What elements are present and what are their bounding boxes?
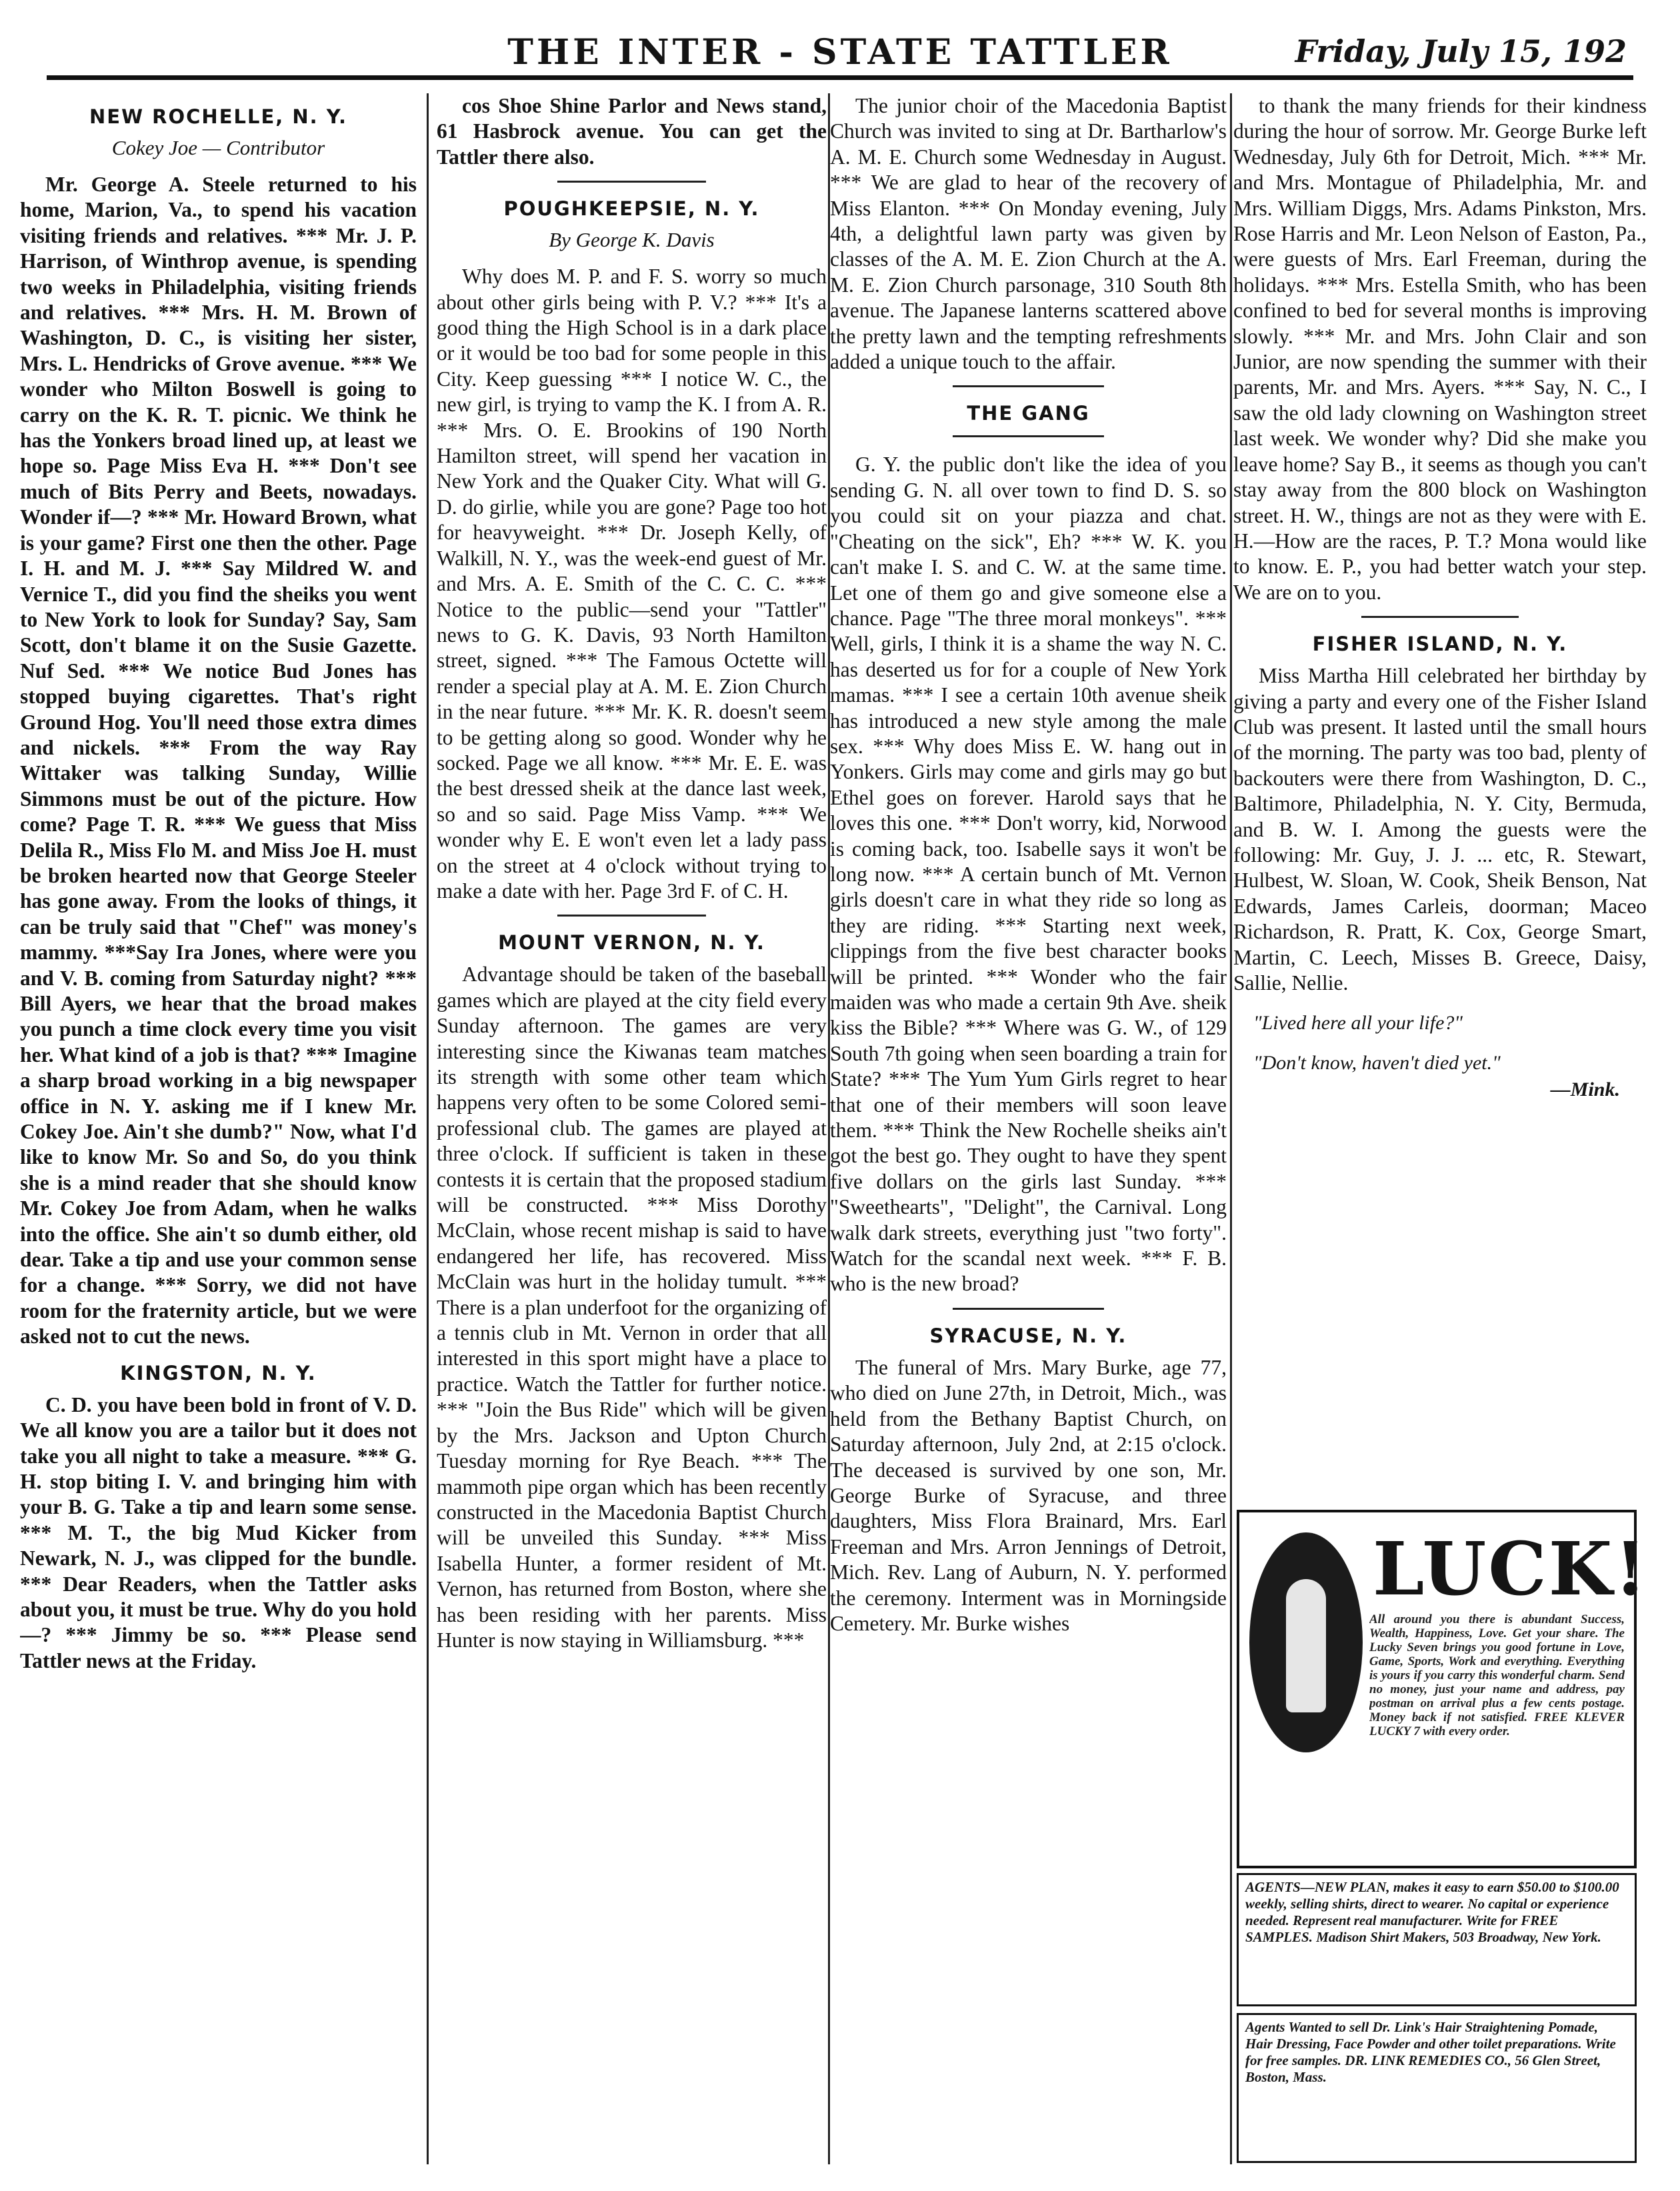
article-text: Miss Martha Hill celebrated her birthday by giving a party and every one of the Fisher Island Club was present. It lasted until the small hours of the morning. The party was too bad, plenty of backouters were there from Washington, D. C., Baltimore, Philadelphia, N. Y. City, Bermuda, and B. W. I. Among the guests were the following: Mr. Guy, J. J. ... etc, R. Stewart, Hulbest, W. Sloan, W. Cook, Sheik Benson, Nat Edwards, James Carleis, doorman; Maceo Richardson, R. Pratt, K. Cox, George Smart, Martin, C. Leech, Misses B. Greece, Daisy, Sallie, Nellie. — [1233, 664, 1647, 995]
section-heading: MOUNT VERNON, N. Y. — [498, 931, 765, 955]
section-divider — [557, 181, 705, 183]
column-3 — [830, 93, 1227, 2168]
article-text: Why does M. P. and F. S. worry so much about other girls being with P. V.? *** It's a good thing the High School is in a dark place or it would be too bad for some people in this City. Keep guessing *** I notice W. C., the new girl, is trying to vamp the K. I from A. R. *** Mrs. O. E. Brookins of 190 North Hamilton street, will spend her vacation in New York and the Quaker City. What will G. D. do girlie, while you are gone? Page too hot for heavyweight. *** Dr. Joseph Kelly, of Walkill, N. Y., was the week-end guest of Mr. and Mrs. A. E. Smith of the C. C. C. *** Notice to the public—send your "Tattler" news to G. K. Davis, 93 North Hamilton street, signed. *** The Famous Octette will render a special play at A. M. E. Zion Church in the near future. *** Mr. K. R. doesn't seem to be getting along so good. Wonder why he socked. Page we all know. *** Mr. E. E. was the best dressed sheik at the dance last week, so and so said. Page Miss Vamp. *** We wonder why E. E won't even let a lady pass on the street at 4 o'clock without trying to make a date with her. Page 3rd F. of C. H. — [437, 265, 827, 903]
article-text: The junior choir of the Macedonia Baptist Church was invited to sing at Dr. Bartharlow's A. M. E. Church some Wednesday in August. *** We are glad to hear of the recovery of Miss Elanton. *** On Monday evening, July 4th, a delightful lawn party was given by classes of the A. M. E. Zion Church at the A. M. E. Zion Church parsonage, 310 South 8th avenue. The Japanese lanterns scattered above the pretty lawn and the tempting refreshments added a unique touch to the affair. — [830, 94, 1227, 374]
article-text: Advantage should be taken of the baseball games which are played at the city field every Sunday afternoon. The games are very interesting since the Kiwanas team matches its strength with some other team which happens very often to be some Colored semi-professional club. The games are played at three o'clock. If sufficient is taken in these contests it is certain that the proposed stadium will be constructed. *** Miss Dorothy McClain, whose recent mishap is said to have endangered her life, has recovered. Miss McClain was hurt in the holiday tumult. *** There is a plan underfoot for the organizing of a tennis club in Mt. Vernon in order that all interested in this sport might have a place to practice. Watch the Tattler for further notice. *** "Join the Bus Ride" which will be given by the Mrs. Jackson and Upton Church Tuesday morning for Rye Beach. *** The mammoth pipe organ which has been recently constructed in the Macedonia Baptist Church will be unveiled this Sunday. *** Miss Isabella Hunter, a former resident of Mt. Vernon, has returned from Boston, where she has been residing with her parents. Miss Hunter is now staying in Williamsburg. *** — [437, 963, 827, 1652]
filler-quote: "Lived here all your life?" — [1253, 1012, 1463, 1035]
section-divider — [953, 1308, 1103, 1310]
section-divider — [1361, 616, 1519, 618]
section-heading: KINGSTON, N. Y. — [120, 1361, 317, 1384]
byline: By George K. Davis — [549, 228, 715, 252]
article-text: Mr. George A. Steele returned to his home, Marion, Va., to spend his vacation visiting friends and relatives. *** Mr. J. P. Harrison, of Winthrop avenue, is spending two weeks in Philadelphia, visiting friends and relatives. *** Mrs. H. M. Brown of Washington, D. C., is visiting her sister, Mrs. L. Hendricks of Grove avenue. *** We wonder who Milton Boswell is going to carry on the K. R. T. picnic. We think he has the Yonkers broad lined up, at least we hope so. Page Miss Eva H. *** Don't see much of Bits Perry and Beets, nowadays. Wonder if—? *** Mr. Howard Brown, what is your game? First one then the other. Page I. H. and M. J. *** Say Mildred W. and Vernice T., did you find the sheiks you went to New York to look for Sunday? Say, Sam Scott, don't blame it on the Susie Gazette. Nuf Sed. *** We notice Bud Jones has stopped buying cigarettes. That's right Ground Hog. You'll need those extra dimes and nickels. *** From the way Ray Wittaker was talking Sunday, Willie Simmons must be out of the picture. How come? Page T. R. *** We guess that Miss Delila R., Miss Flo M. and Miss Joe H. must be broken hearted now that George Steeler has gone away. From the looks of things, it can be truly said that "Chef" was money's mammy. ***Say Ira Jones, where were you and V. B. coming from Saturday night? *** Bill Ayers, we hear that the broad makes you punch a time clock every time you visit her. What kind of a job is that? *** Imagine a sharp broad working in a big newspaper office in N. Y. asking me if I knew Mr. Cokey Joe. Ain't she dumb?" Now, what I'd like to know Mr. So and So, do you think she is a mind reader that she should know Mr. Cokey Joe from Adam, when he walks into the office. She ain't so dumb either, old dear. Take a tip and use your common sense for a change. *** Sorry, we did not have room for the fraternity article, but we were asked not to cut the news. — [20, 173, 417, 1348]
luck-ad-title: LUCK! — [1373, 1526, 1649, 1612]
column-1 — [20, 93, 417, 2168]
section-heading: SYRACUSE, N. Y. — [929, 1324, 1127, 1347]
section-heading: POUGHKEEPSIE, N. Y. — [503, 197, 760, 221]
quote-signature: —Mink. — [1550, 1079, 1620, 1101]
luck-charm-illustration — [1249, 1532, 1363, 1752]
article-text: G. Y. the public don't like the idea of you sending G. N. all over town to find D. S. so you could sit on your piazza and chat. "Cheating on the sick", Eh? *** W. K. you can't make I. S. and C. W. at the same time. Let one of them go and give someone else a chance. Page "The three moral monkeys". *** Well, girls, I think it is a shame the way N. C. has deserted us for for a couple of New York mamas. *** I see a certain 10th avenue sheik has introduced a new style among the male sex. *** Why does Miss E. W. hang out in Yonkers. Girls may come and girls may go but Ethel goes on forever. Harold says that he loves this one. *** Don't worry, kid, Norwood is coming back, too. Isabelle says it won't be long now. *** A certain bunch of Mt. Vernon girls doesn't care in what they ride so long as they are riding. *** Starting next week, clippings from the five best character books will be printed. *** Wonder who the fair maiden was who made a certain 9th Ave. sheik kiss the Bible? *** Where was G. W., of 129 South 7th going when seen boarding a train for State? *** The Yum Yum Girls regret to hear that one of their members will soon leave them. *** Think the New Rochelle sheiks ain't got the best go. They ought to have they spent five dollars on the girls last Sunday. *** "Sweethearts", "Delight", the Carnival. Long walk dark streets, everything just "two forty". Watch for the scandal next week. *** F. B. who is the new broad? — [830, 453, 1227, 1296]
section-divider — [953, 385, 1103, 387]
section-divider — [953, 435, 1103, 437]
agents-advertisement: AGENTS—NEW PLAN, makes it easy to earn $50.00 to $100.00 weekly, selling shirts, direct to wearer. No capital or experience needed. Represent real manufacturer. Write for FREE SAMPLES. Madison Shirt Makers, 503 Broadway, New York. — [1237, 1873, 1637, 2006]
masthead — [47, 27, 1633, 80]
section-heading: NEW ROCHELLE, N. Y. — [89, 105, 347, 128]
article-text: The funeral of Mrs. Mary Burke, age 77, who died on June 27th, in Detroit, Mich., was held from the Bethany Baptist Church, on Saturday afternoon, July 2nd, at 2:15 o'clock. The deceased is survived by one son, Mr. George Burke of Syracuse, and three daughters, Miss Flora Brainard, Mrs. Earl Freeman and Mrs. Arron Jennings of Detroit, Mich. Rev. Lang of Auburn, N. Y. performed the ceremony. Interment was in Morningside Cemetery. Mr. Burke wishes — [830, 1355, 1227, 1635]
newspaper-title: THE INTER - STATE TATTLER — [507, 32, 1173, 73]
link-remedies-advertisement: Agents Wanted to sell Dr. Link's Hair Straightening Pomade, Hair Dressing, Face Powder and other toilet preparations. Write for free samples. DR. LINK REMEDIES CO., 56 Glen Street, Boston, Mass. — [1237, 2013, 1637, 2163]
column-rule — [1230, 93, 1232, 2164]
byline: Cokey Joe — Contributor — [111, 136, 325, 159]
section-heading: FISHER ISLAND, N. Y. — [1312, 633, 1568, 656]
section-divider — [557, 915, 705, 917]
column-2 — [437, 93, 827, 2168]
column-rule — [427, 93, 429, 2164]
luck-ad-text: All around you there is abundant Success, Wealth, Happiness, Love. Get your share. The Lucky Seven brings you good fortune in Love, Game, Sports, Work and everything. Everything is yours if you carry this wonderful charm. Send no money, just your name and address, pay postman on arrival plus a few cents postage. Money back if not satisfied. FREE KLEVER LUCKY 7 with every order. — [1369, 1612, 1625, 1738]
issue-date: Friday, July 15, 192 — [1295, 33, 1627, 69]
filler-quote: "Don't know, haven't died yet." — [1253, 1052, 1501, 1075]
article-text: to thank the many friends for their kindness during the hour of sorrow. Mr. George Burke left Wednesday, July 6th for Detroit, Mich. *** Mr. and Mrs. Montague of Philadelphia, Mr. and Mrs. William Diggs, Mrs. Adams Pinkston, Mrs. Rose Harris and Mr. Leon Nelson of Easton, Pa., were guests of Mrs. Earl Freeman, during the holidays. *** Mrs. Estella Smith, who has been confined to bed for several months is improving slowly. *** Mr. and Mrs. John Clair and son Junior, are now spending the summer with their parents, Mr. and Mrs. Ayers. *** Say, N. C., I saw the old lady clowning on Washington street last week. We wonder why? Did she make you leave home? Say B., it seems as though you can't stay away from the 800 block on Washington street. H. W., things are not as they were with E. H.—How are the races, P. T.? Mona would like to know. E. P., you had better watch your step. We are on to you. — [1233, 94, 1647, 604]
article-text: cos Shoe Shine Parlor and News stand, 61 Hasbrock avenue. You can get the Tattler there also. — [437, 94, 827, 169]
section-heading: THE GANG — [967, 402, 1090, 425]
article-text: C. D. you have been bold in front of V. D. We all know you are a tailor but it does not take you all night to take a measure. *** G. H. stop biting I. V. and bringing him with your B. G. Take a tip and learn some sense. *** M. T., the big Mud Kicker from Newark, N. J., was clipped for the bundle. *** Dear Readers, when the Tattler asks about you, it must be true. Why do you hold—? *** Jimmy be so. *** Please send Tattler news at the Friday. — [20, 1392, 417, 1672]
luck-advertisement — [1237, 1510, 1649, 1868]
